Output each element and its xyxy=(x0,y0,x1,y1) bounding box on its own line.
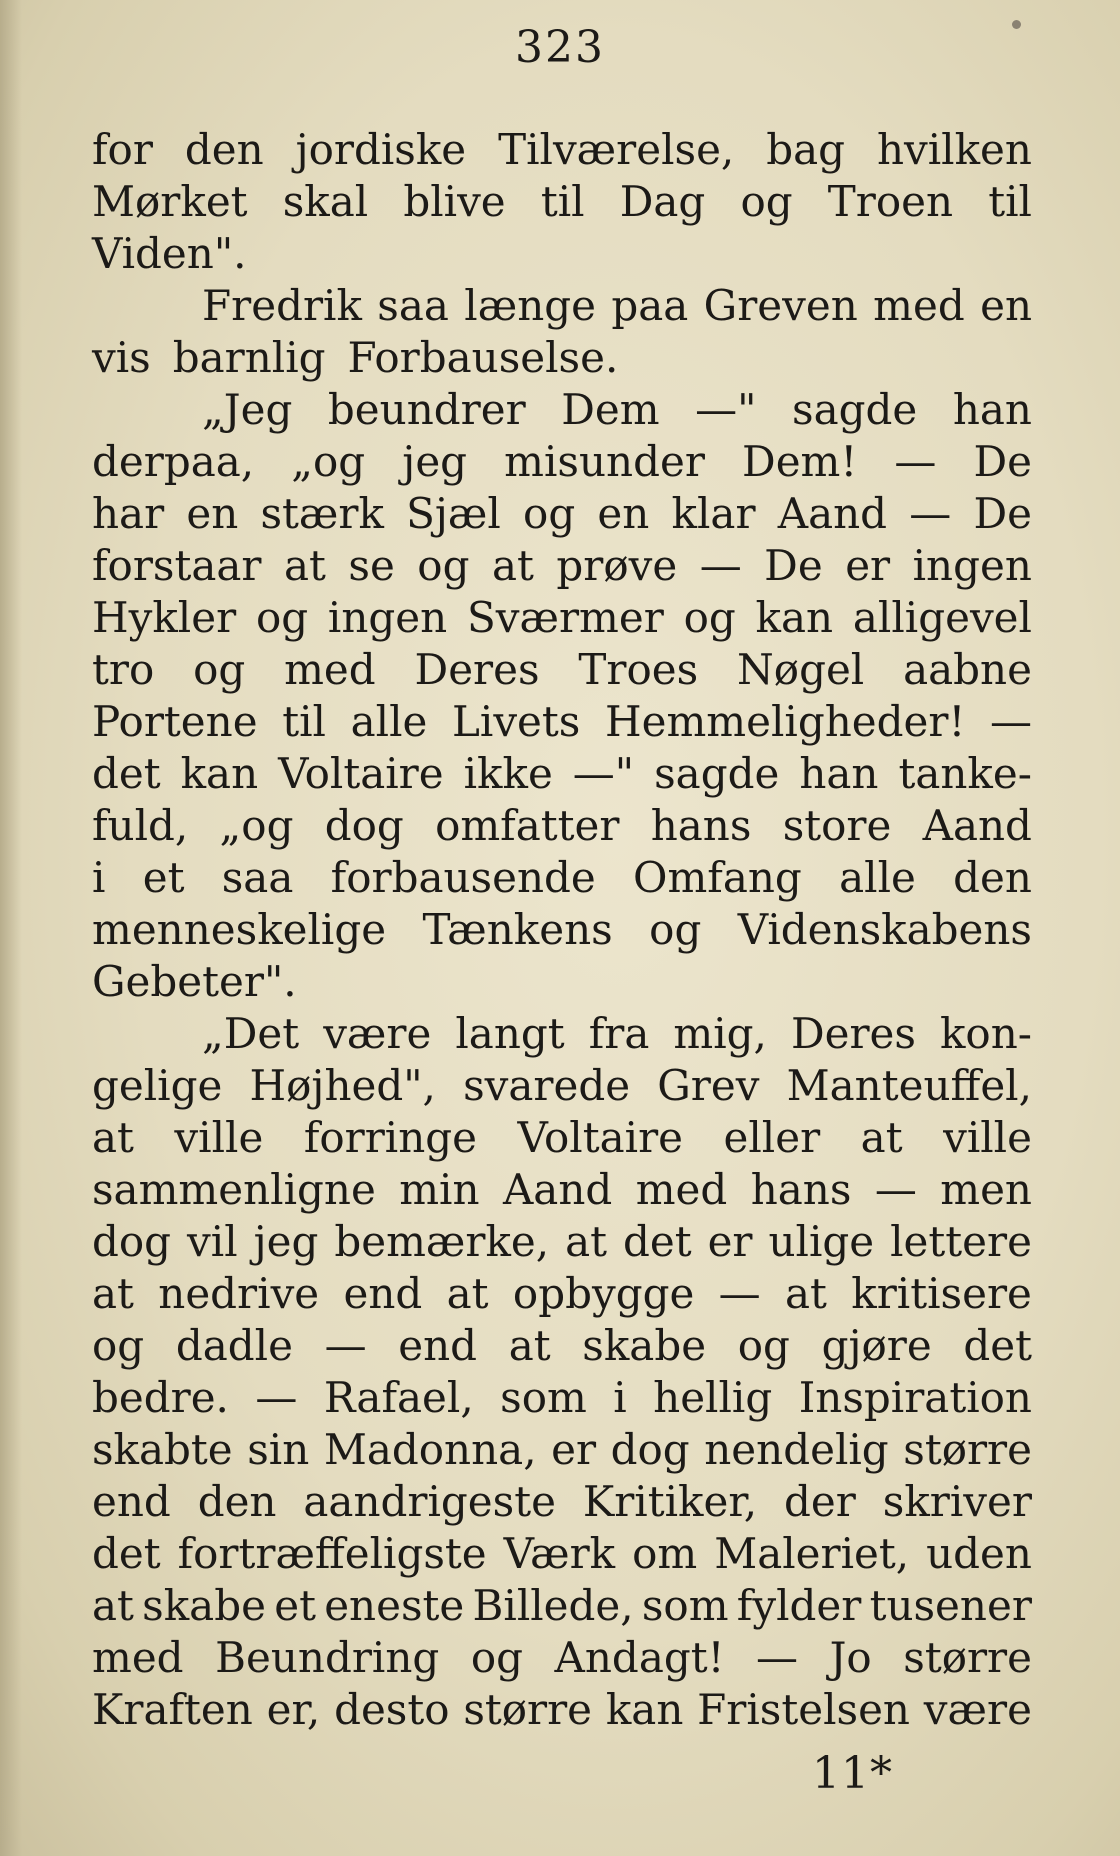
word: —" xyxy=(572,749,635,798)
word: Mørket xyxy=(92,177,248,226)
word: Værk xyxy=(503,1529,616,1578)
word: som xyxy=(641,1581,729,1630)
word: vil xyxy=(187,1217,238,1266)
word: — xyxy=(324,1321,367,1370)
word: De xyxy=(973,437,1032,486)
text-line xyxy=(92,1372,1032,1424)
word: et xyxy=(142,853,185,902)
word: barnlig xyxy=(172,333,326,382)
word: saa xyxy=(221,853,294,902)
text-line xyxy=(92,1528,1032,1580)
word: Deres xyxy=(790,1009,916,1058)
word: at xyxy=(860,1113,903,1162)
text-line xyxy=(92,1476,1032,1528)
word: store xyxy=(782,801,892,850)
word: og xyxy=(193,645,246,694)
word: at xyxy=(508,1321,551,1370)
word: Livets xyxy=(452,697,581,746)
word: og xyxy=(683,593,736,642)
word: forstaar xyxy=(92,541,262,590)
word: Fredrik xyxy=(202,281,362,330)
word: Inspiration xyxy=(798,1373,1032,1422)
word: forbausende xyxy=(330,853,596,902)
text-line xyxy=(92,1268,1032,1320)
word: som xyxy=(500,1373,587,1422)
word: paa xyxy=(611,281,689,330)
word: er xyxy=(707,1217,753,1266)
text-line xyxy=(92,1424,1032,1476)
word: ville xyxy=(174,1113,264,1162)
word: Voltaire xyxy=(517,1113,684,1162)
text-line xyxy=(92,228,1032,280)
word: og xyxy=(737,1321,790,1370)
text-line xyxy=(92,176,1032,228)
word: med xyxy=(92,1633,184,1682)
word: Hykler xyxy=(92,593,237,642)
word: kon- xyxy=(939,1009,1032,1058)
word: med xyxy=(284,645,376,694)
word: sagde xyxy=(792,385,918,434)
word: dog xyxy=(92,1217,172,1266)
word: det xyxy=(92,1529,161,1578)
text-line xyxy=(92,1112,1032,1164)
word: hellig xyxy=(653,1373,773,1422)
word: —" xyxy=(695,385,757,434)
word: mig, xyxy=(673,1009,767,1058)
word: Dem! xyxy=(742,437,858,486)
word: jordiske xyxy=(295,125,467,174)
word: „Det xyxy=(202,1009,300,1058)
word: Nøgel xyxy=(737,645,865,694)
word: med xyxy=(635,1165,728,1214)
word: Omfang xyxy=(633,853,802,902)
text-line xyxy=(92,1164,1032,1216)
word: ikke xyxy=(463,749,553,798)
text-line xyxy=(92,1320,1032,1372)
word: skriver xyxy=(882,1477,1032,1526)
word: være xyxy=(323,1009,432,1058)
text-line xyxy=(92,904,1032,956)
word: forringe xyxy=(303,1113,478,1162)
word: De xyxy=(764,541,823,590)
text-line xyxy=(92,1580,1032,1632)
word: Aand xyxy=(777,489,888,538)
word: jeg xyxy=(402,437,468,486)
word: Fristelsen xyxy=(697,1685,910,1734)
word: bemærke, xyxy=(334,1217,550,1266)
word: svarede xyxy=(463,1061,631,1110)
text-line xyxy=(92,488,1032,540)
word: Højhed", xyxy=(249,1061,436,1110)
word: Manteuffel, xyxy=(786,1061,1032,1110)
word: sin xyxy=(247,1425,310,1474)
word: større xyxy=(463,1685,593,1734)
text-line xyxy=(92,800,1032,852)
word: aabne xyxy=(903,645,1032,694)
word: Tænkens xyxy=(422,905,613,954)
word: menneskelige xyxy=(92,905,387,954)
word: tanke- xyxy=(898,749,1032,798)
text-line xyxy=(92,124,1032,176)
word: Aand xyxy=(502,1165,613,1214)
word: og xyxy=(255,593,309,642)
word: at xyxy=(92,1269,134,1318)
text-line xyxy=(92,956,1032,1008)
word: desto xyxy=(334,1685,450,1734)
word: og xyxy=(470,1633,523,1682)
word: at xyxy=(283,541,326,590)
word: større xyxy=(903,1425,1032,1474)
word: — xyxy=(699,541,742,590)
word: misunder xyxy=(504,437,705,486)
word: dog xyxy=(610,1425,690,1474)
text-line xyxy=(92,332,1032,384)
word: Kritiker, xyxy=(582,1477,758,1526)
word: at xyxy=(92,1581,134,1630)
word: kritisere xyxy=(851,1269,1032,1318)
word: omfatter xyxy=(435,801,620,850)
word: alle xyxy=(839,853,916,902)
word: Aand xyxy=(922,801,1032,850)
word: end xyxy=(398,1321,478,1370)
word: men xyxy=(940,1165,1032,1214)
word: Beundring xyxy=(215,1633,440,1682)
word: Hemmeligheder! xyxy=(604,697,966,746)
word: den xyxy=(197,1477,277,1526)
word: Troes xyxy=(578,645,699,694)
word: det xyxy=(963,1321,1032,1370)
word: gjøre xyxy=(821,1321,932,1370)
word: Gebeter". xyxy=(92,957,297,1006)
text-line xyxy=(92,1216,1032,1268)
text-line xyxy=(92,1060,1032,1112)
word: blive xyxy=(403,177,506,226)
word: jeg xyxy=(253,1217,319,1266)
word: for xyxy=(92,125,153,174)
word: gelige xyxy=(92,1061,223,1110)
word: til xyxy=(540,177,585,226)
word: tusener xyxy=(869,1581,1032,1630)
word: se xyxy=(348,541,395,590)
word: han xyxy=(799,749,879,798)
word: har xyxy=(92,489,165,538)
word: skabe xyxy=(142,1581,266,1630)
word: Deres xyxy=(414,645,540,694)
word: Tilværelse, xyxy=(498,125,735,174)
word: saa xyxy=(377,281,449,330)
word: fra xyxy=(588,1009,650,1058)
word: skal xyxy=(282,177,369,226)
word: beundrer xyxy=(327,385,526,434)
word: — xyxy=(894,437,937,486)
word: han xyxy=(952,385,1032,434)
word: en xyxy=(186,489,239,538)
word: med xyxy=(873,281,965,330)
word: vis xyxy=(92,333,151,382)
word: og xyxy=(417,541,470,590)
word: en xyxy=(980,281,1032,330)
word: aandrigeste xyxy=(303,1477,556,1526)
word: der xyxy=(784,1477,856,1526)
word: uden xyxy=(926,1529,1032,1578)
word: Rafael, xyxy=(323,1373,474,1422)
word: hans xyxy=(650,801,752,850)
word: — xyxy=(989,697,1032,746)
text-line xyxy=(92,1684,1032,1736)
word: Andagt! xyxy=(554,1633,725,1682)
word: om xyxy=(632,1529,698,1578)
word: langt xyxy=(455,1009,565,1058)
word: prøve xyxy=(556,541,678,590)
word: ingen xyxy=(912,541,1032,590)
word: og xyxy=(523,489,576,538)
word: kan xyxy=(605,1685,684,1734)
word: Grev xyxy=(657,1061,760,1110)
word: skabe xyxy=(582,1321,707,1370)
word: — xyxy=(756,1633,799,1682)
word: Portene xyxy=(92,697,258,746)
text-line xyxy=(92,696,1032,748)
signature-mark: 11* xyxy=(812,1748,893,1799)
word: til xyxy=(282,697,326,746)
text-line xyxy=(92,540,1032,592)
word: Jo xyxy=(829,1633,872,1682)
word: den xyxy=(184,125,264,174)
word: er xyxy=(551,1425,597,1474)
text-line xyxy=(92,1632,1032,1684)
word: det xyxy=(92,749,161,798)
word: ville xyxy=(943,1113,1032,1162)
word: Maleriet, xyxy=(714,1529,910,1578)
text-line xyxy=(92,592,1032,644)
word: — xyxy=(255,1373,298,1422)
word: Troen xyxy=(827,177,954,226)
word: end xyxy=(343,1269,423,1318)
word: større xyxy=(903,1633,1032,1682)
word: stærk xyxy=(260,489,384,538)
word: „og xyxy=(291,437,366,486)
word: Greven xyxy=(703,281,858,330)
word: eller xyxy=(723,1113,821,1162)
word: til xyxy=(988,177,1032,226)
word: bag xyxy=(766,125,846,174)
word: nedrive xyxy=(158,1269,320,1318)
word: nendelig xyxy=(704,1425,889,1474)
word: Kraften xyxy=(92,1685,253,1734)
word: — xyxy=(909,489,952,538)
word: er, xyxy=(266,1685,321,1734)
word: fylder xyxy=(736,1581,862,1630)
word: at xyxy=(446,1269,489,1318)
word: at xyxy=(92,1113,134,1162)
word: hans xyxy=(750,1165,852,1214)
word: og xyxy=(740,177,793,226)
word: — xyxy=(874,1165,917,1214)
word: i xyxy=(92,853,106,902)
word: være xyxy=(923,1685,1032,1734)
word: Viden". xyxy=(92,229,247,278)
word: Videnskabens xyxy=(737,905,1032,954)
word: fuld, xyxy=(92,801,189,850)
word: længe xyxy=(464,281,596,330)
word: sagde xyxy=(654,749,780,798)
word: ingen xyxy=(327,593,448,642)
word: Voltaire xyxy=(278,749,444,798)
paper-speck xyxy=(1012,20,1021,29)
word: det xyxy=(622,1217,692,1266)
word: „og xyxy=(219,801,294,850)
text-line xyxy=(92,436,1032,488)
word: tro xyxy=(92,645,155,694)
word: „Jeg xyxy=(202,385,293,434)
word: Sjæl xyxy=(406,489,501,538)
word: De xyxy=(973,489,1032,538)
word: Sværmer xyxy=(466,593,664,642)
text-line xyxy=(92,280,1032,332)
word: ulige xyxy=(768,1217,875,1266)
word: en xyxy=(597,489,650,538)
word: et xyxy=(274,1581,316,1630)
word: opbygge xyxy=(512,1269,695,1318)
word: derpaa, xyxy=(92,437,255,486)
word: hvilken xyxy=(876,125,1032,174)
word: klar xyxy=(671,489,756,538)
text-line xyxy=(92,644,1032,696)
word: min xyxy=(399,1165,480,1214)
word: kan xyxy=(755,593,834,642)
word: — xyxy=(718,1269,761,1318)
word: alligevel xyxy=(852,593,1032,642)
word: lettere xyxy=(890,1217,1032,1266)
word: den xyxy=(953,853,1032,902)
word: alle xyxy=(350,697,428,746)
word: og xyxy=(649,905,702,954)
text-line xyxy=(92,852,1032,904)
word: skabte xyxy=(92,1425,233,1474)
word: i xyxy=(613,1373,627,1422)
word: at xyxy=(785,1269,827,1318)
word: sammenligne xyxy=(92,1165,376,1214)
word: bedre. xyxy=(92,1373,229,1422)
word: eneste xyxy=(324,1581,465,1630)
word: Dag xyxy=(619,177,706,226)
text-line xyxy=(92,1008,1032,1060)
word: og xyxy=(92,1321,145,1370)
word: at xyxy=(565,1217,607,1266)
text-line xyxy=(92,748,1032,800)
word: Madonna, xyxy=(323,1425,537,1474)
word: at xyxy=(491,541,534,590)
word: dog xyxy=(324,801,404,850)
word: Forbauselse. xyxy=(347,333,619,382)
word: kan xyxy=(180,749,259,798)
page-number: 323 xyxy=(515,22,605,73)
word: Dem xyxy=(561,385,660,434)
word: fortræffeligste xyxy=(177,1529,487,1578)
text-line xyxy=(92,384,1032,436)
word: er xyxy=(845,541,891,590)
word: dadle xyxy=(175,1321,293,1370)
text-body xyxy=(92,124,1032,1736)
word: Billede, xyxy=(472,1581,634,1630)
word: end xyxy=(92,1477,171,1526)
